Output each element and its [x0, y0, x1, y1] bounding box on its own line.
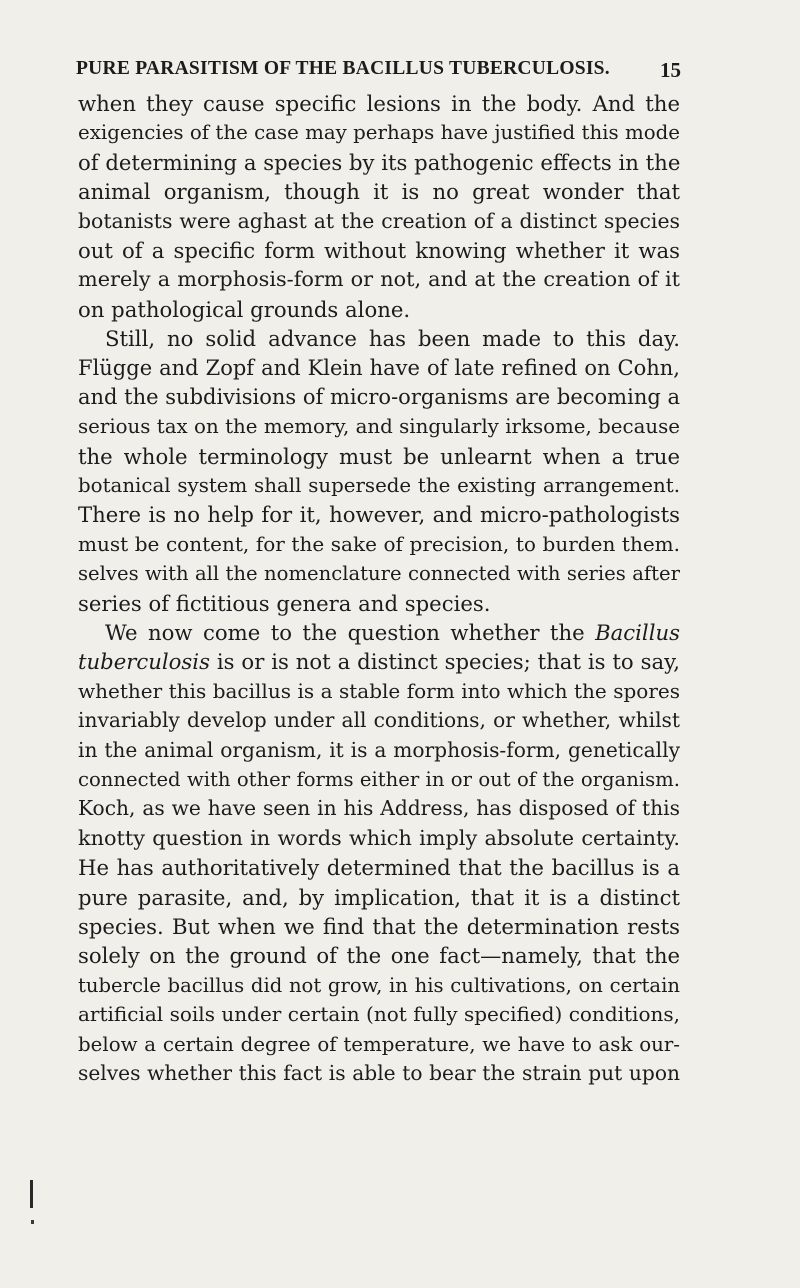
text-line: serious tax on the memory, and singularly irksome, because [78, 415, 680, 439]
text-line: solely on the ground of the one fact—namely, that the [78, 943, 680, 969]
text-line: in the animal organism, it is a morphosis-form, genetically [78, 737, 680, 762]
text-line: There is no help for it, however, and micro-pathologists [78, 502, 680, 528]
text-line: animal organism, though it is no great wonder that [78, 179, 680, 205]
page-number: 15 [660, 58, 681, 82]
paragraph-1 [78, 89, 680, 324]
text-line: invariably develop under all conditions, or whether, whilst [78, 708, 680, 733]
text-line: selves with all the nomenclature connected with series after [78, 562, 680, 586]
text-line: out of a specific form without knowing whether it was [78, 237, 680, 263]
text-line: knotty question in words which imply absolute certainty. [78, 825, 680, 850]
body-text [78, 89, 680, 1088]
text-line: merely a morphosis-form or not, and at the creation of it [78, 267, 680, 292]
text-line: Koch, as we have seen in his Address, has disposed of this [78, 796, 680, 821]
paragraph-2 [78, 324, 680, 618]
italic-term: Bacillus [595, 620, 680, 646]
text-line: He has authoritatively determined that the bacillus is a [78, 855, 680, 881]
text-line: Still, no solid advance has been made to this day. [105, 326, 680, 352]
text-line: botanical system shall supersede the existing arrangement. [78, 474, 680, 498]
paragraph-3 [78, 618, 680, 1088]
text-line [78, 618, 680, 647]
text-run: We now come to the question whether the [105, 620, 596, 646]
text-line: Flügge and Zopf and Klein have of late refined on Cohn, [78, 355, 680, 380]
text-line: series of fictitious genera and species. [78, 590, 491, 616]
text-line: and the subdivisions of micro-organisms are becoming a [78, 384, 680, 409]
text-line: the whole terminology must be unlearnt when a true [78, 443, 680, 469]
text-line: selves whether this fact is able to bear the strain put upon [78, 1060, 680, 1085]
text-line: tubercle bacillus did not grow, in his cultivations, on certain [78, 973, 680, 997]
text-line: pure parasite, and, by implication, that it is a distinct [78, 884, 680, 910]
text-line: botanists were aghast at the creation of a distinct species [78, 208, 680, 233]
text-line: whether this bacillus is a stable form into which the spores [78, 678, 680, 703]
text-line: of determining a species by its pathogenic effects in the [78, 149, 680, 175]
text-line: exigencies of the case may perhaps have justified this mode [78, 121, 680, 145]
running-head [76, 58, 681, 88]
italic-term: tuberculosis [78, 649, 210, 675]
text-line: on pathological grounds alone. [78, 296, 411, 322]
text-line: below a certain degree of temperature, we have to ask our- [78, 1032, 680, 1056]
text-line: connected with other forms either in or out of the organism. [78, 767, 680, 791]
text-line [78, 647, 680, 676]
text-line: species. But when we find that the determination rests [78, 913, 680, 939]
scan-dot [31, 1220, 34, 1224]
text-run: is or is not a distinct species; that is to say, [209, 649, 680, 675]
running-title: PURE PARASITISM OF THE BACILLUS TUBERCULOSIS. [76, 58, 610, 79]
text-line: artificial soils under certain (not fully specified) conditions, [78, 1002, 680, 1027]
scan-mark [30, 1180, 33, 1208]
text-line: must be content, for the sake of precision, to burden them. [78, 531, 680, 556]
text-line: when they cause specific lesions in the body. And the [78, 91, 680, 116]
